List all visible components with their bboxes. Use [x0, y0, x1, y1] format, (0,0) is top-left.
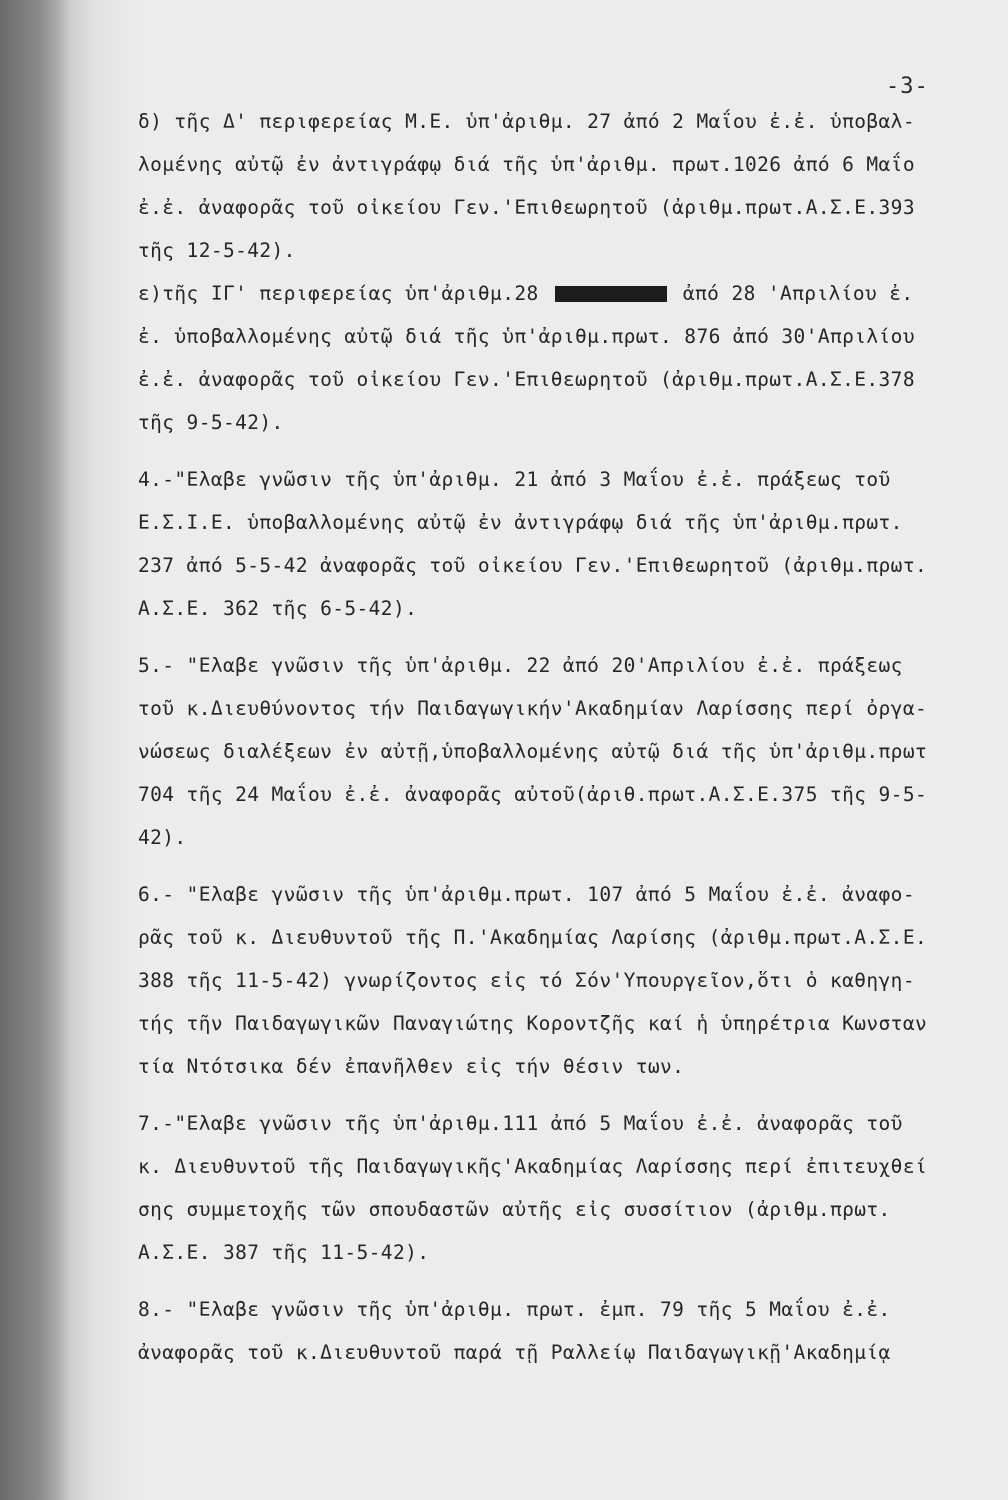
text-line: 42).	[138, 826, 187, 849]
item-6	[138, 873, 998, 1088]
text-line: ἐ.ἐ. ἀναφορᾶς τοῦ οἰκείου Γεν.'Επιθεωρητοῦ (ἀριθμ.πρωτ.Α.Σ.Ε.393	[138, 196, 915, 219]
item-7	[138, 1102, 998, 1274]
paragraph-e	[138, 272, 998, 444]
text-line: 4.-"Ελαβε γνῶσιν τῆς ὑπ'ἀριθμ. 21 ἀπό 3 Μαΐου ἐ.ἐ. πράξεως τοῦ	[138, 468, 891, 491]
text-line: κ. Διευθυντοῦ τῆς Παιδαγωγικῆς'Ακαδημίας Λαρίσσης περί ἐπιτευχθεί	[138, 1155, 928, 1178]
text-line: δ) τῆς Δ' περιφερείας Μ.Ε. ὑπ'ἀριθμ. 27 ἀπό 2 Μαΐου ἐ.ἐ. ὑποβαλ-	[138, 110, 915, 133]
document-body	[138, 100, 998, 1374]
text-line: ἐ. ὑποβαλλομένης αὐτῷ διά τῆς ὑπ'ἀριθμ.πρωτ. 876 ἀπό 30'Απριλίου	[138, 325, 915, 348]
text-line: λομένης αὐτῷ ἐν ἀντιγράφῳ διά τῆς ὑπ'ἀριθμ. πρωτ.1026 ἀπό 6 Μαΐο	[138, 153, 915, 176]
text-line: 6.- "Ελαβε γνῶσιν τῆς ὑπ'ἀριθμ.πρωτ. 107 ἀπό 5 Μαΐου ἐ.ἐ. ἀναφο-	[138, 883, 915, 906]
text-line: ἀναφορᾶς τοῦ κ.Διευθυντοῦ παρά τῇ Ραλλείῳ Παιδαγωγικῇ'Ακαδημίᾳ	[138, 1341, 891, 1364]
text-line: 704 τῆς 24 Μαΐου ἐ.ἐ. ἀναφορᾶς αὐτοῦ(ἀριθ.πρωτ.Α.Σ.Ε.375 τῆς 9-5-	[138, 783, 928, 806]
text-fragment: ε)τῆς ΙΓ' περιφερείας ὑπ'ἀριθμ.28	[138, 282, 539, 305]
text-line: 5.- "Ελαβε γνῶσιν τῆς ὑπ'ἀριθμ. 22 ἀπό 20'Απριλίου ἐ.ἐ. πράξεως	[138, 654, 903, 677]
text-line: νώσεως διαλέξεων ἐν αὐτῇ,ὑποβαλλομένης αὐτῷ διά τῆς ὑπ'ἀριθμ.πρωτ	[138, 740, 928, 763]
text-line: 388 τῆς 11-5-42) γνωρίζοντος εἰς τό Σόν'Υπουργεῖον,ὅτι ὁ καθηγη-	[138, 969, 915, 992]
text-line-with-redaction	[138, 272, 998, 315]
text-line: Α.Σ.Ε. 387 τῆς 11-5-42).	[138, 1241, 430, 1264]
text-line: Ε.Σ.Ι.Ε. ὑποβαλλομένης αὐτῷ ἐν ἀντιγράφῳ διά τῆς ὑπ'ἀριθμ.πρωτ.	[138, 511, 903, 534]
binding-shadow	[0, 0, 70, 1500]
text-line: 7.-"Ελαβε γνῶσιν τῆς ὑπ'ἀριθμ.111 ἀπό 5 Μαΐου ἐ.ἐ. ἀναφορᾶς τοῦ	[138, 1112, 903, 1135]
text-line: 237 ἀπό 5-5-42 ἀναφορᾶς τοῦ οἰκείου Γεν.'Επιθεωρητοῦ (ἀριθμ.πρωτ.	[138, 554, 928, 577]
text-line: Α.Σ.Ε. 362 τῆς 6-5-42).	[138, 597, 418, 620]
text-line: τής τῆν Παιδαγωγικῶν Παναγιώτης Κορoντζῆς καί ἡ ὑπηρέτρια Κωνσταν	[138, 1012, 928, 1035]
text-line: ρᾶς τοῦ κ. Διευθυντοῦ τῆς Π.'Ακαδημίας Λαρίσης (ἀριθμ.πρωτ.Α.Σ.Ε.	[138, 926, 928, 949]
page-number: -3-	[886, 74, 929, 99]
item-5	[138, 644, 998, 859]
item-4	[138, 458, 998, 630]
text-line: σης συμμετοχῆς τῶν σπουδαστῶν αὐτῆς εἰς συσσίτιον (ἀριθμ.πρωτ.	[138, 1198, 891, 1221]
paragraph-d	[138, 100, 998, 272]
text-line: τῆς 9-5-42).	[138, 411, 284, 434]
text-fragment: ἀπό 28 'Απριλίου ἐ.	[682, 282, 914, 305]
text-line: ἐ.ἐ. ἀναφορᾶς τοῦ οἰκείου Γεν.'Επιθεωρητοῦ (ἀριθμ.πρωτ.Α.Σ.Ε.378	[138, 368, 915, 391]
text-line: τοῦ κ.Διευθύνοντος τήν Παιδαγωγικήν'Ακαδημίαν Λαρίσσης περί ὀργα-	[138, 697, 928, 720]
item-8	[138, 1288, 998, 1374]
redaction-mark	[555, 286, 667, 302]
text-line: τία Ντότσικα δέν ἐπανῆλθεν εἰς τήν θέσιν των.	[138, 1055, 685, 1078]
text-line: 8.- "Ελαβε γνῶσιν τῆς ὑπ'ἀριθμ. πρωτ. ἐμπ. 79 τῆς 5 Μαΐου ἐ.ἐ.	[138, 1298, 891, 1321]
text-line: τῆς 12-5-42).	[138, 239, 296, 262]
